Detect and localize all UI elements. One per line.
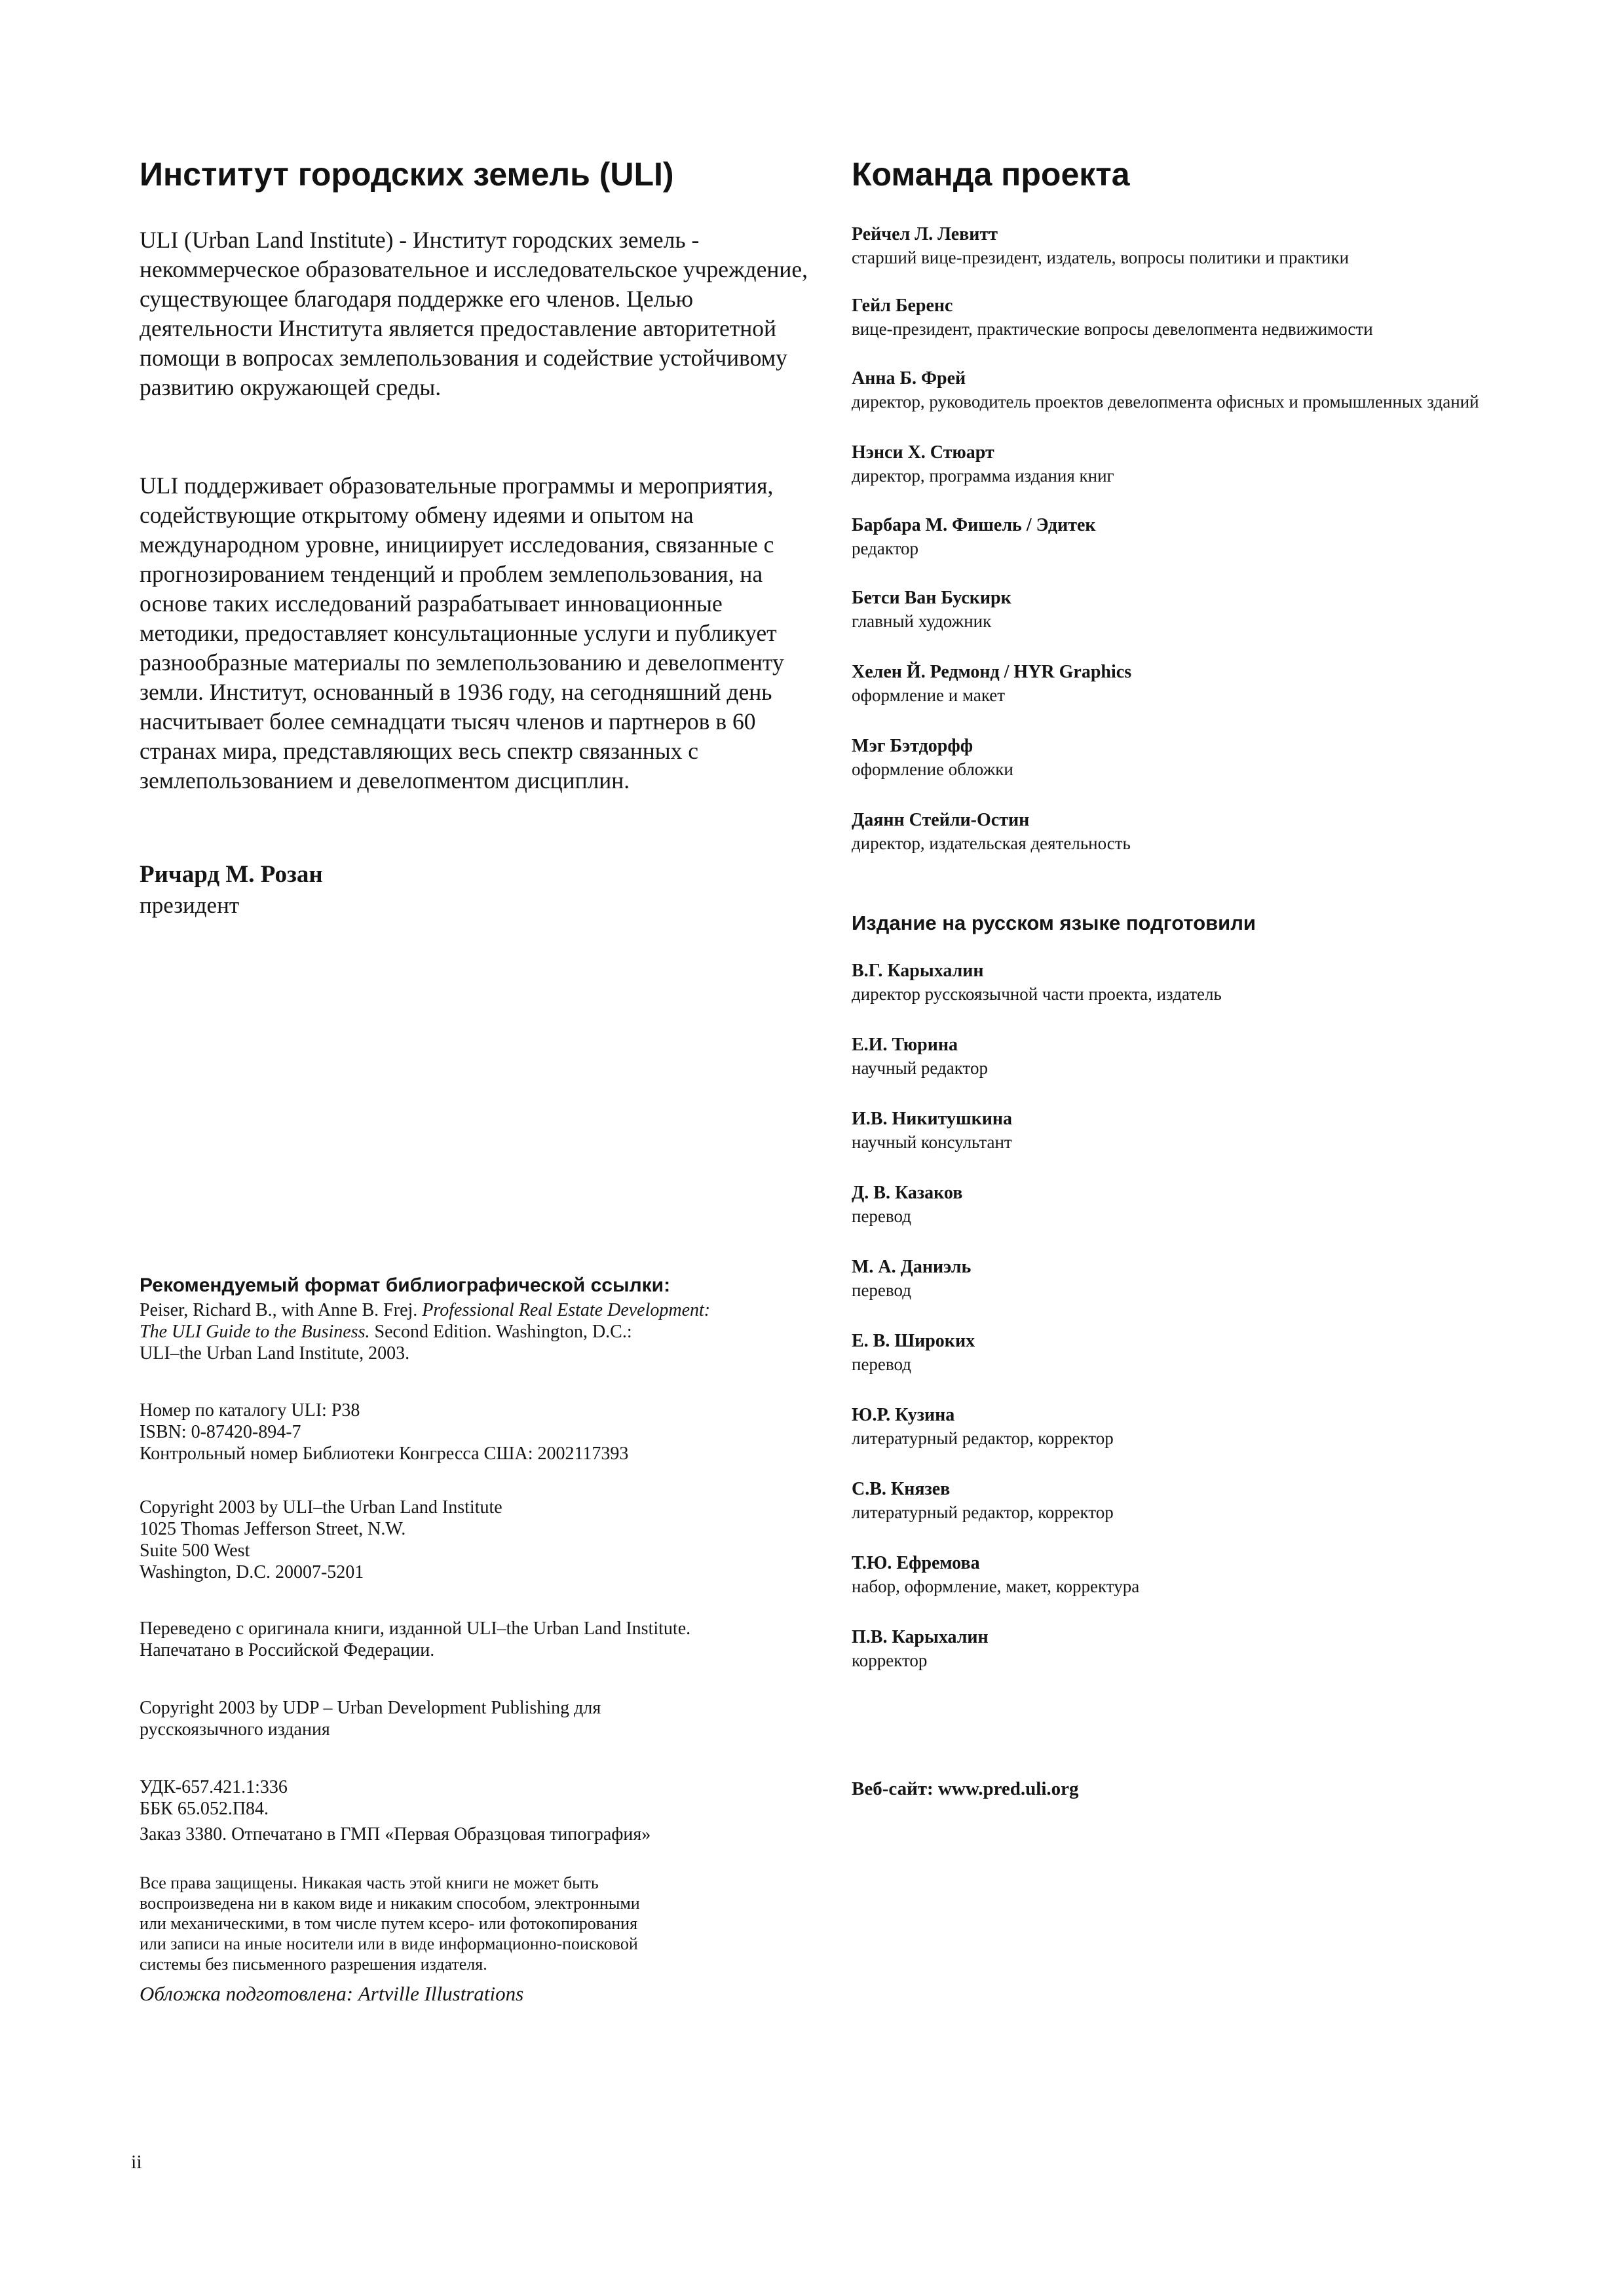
activities-paragraph: ULI поддерживает образовательные программы и мероприятия, содействующие открытому обмену идеями и опытом на международном уровне, инициирует исследования, связанные с прогнозированием тенденций и проблем землепользования, на основе таких исследований разрабатывает инновационные методики, предоставляет консультационные услуги и публикует разнообразные материалы по землепользованию и девелопменту земли. Институт, основанный в 1936 году, на сегодняшний день насчитывает более семнадцати тысяч членов и партнеров в 60 странах мира, представляющих весь спектр связанных с землепользованием и девелопментом дисциплин.: [140, 472, 784, 794]
team-member: [852, 294, 1507, 341]
team-member: [852, 367, 1507, 413]
bbk-code: ББК 65.052.П84.: [140, 1799, 269, 1819]
address-suite: Suite 500 West: [140, 1540, 250, 1561]
team-member-role: вице-президент, практические вопросы девелопмента недвижимости: [852, 319, 1373, 339]
russian-team-member: [852, 1107, 1507, 1154]
team-member-role: оформление обложки: [852, 759, 1013, 779]
team-member-name: Мэг Бэтдорфф: [852, 736, 973, 756]
website-label: Веб-сайт:: [852, 1778, 934, 1799]
signature-role: президент: [140, 892, 240, 918]
copyright-udp-line-2: русскоязычного издания: [140, 1719, 330, 1740]
citation-title-part1: Professional Real Estate Development:: [422, 1300, 711, 1320]
russian-member-role: директор русскоязычной части проекта, издатель: [852, 984, 1222, 1004]
russian-team-member: [852, 1255, 1507, 1302]
team-member-name: Анна Б. Фрей: [852, 368, 966, 389]
russian-team-member: [852, 1626, 1507, 1672]
intro-paragraph: ULI (Urban Land Institute) - Институт городских земель - некоммерческое образовательное и исследовательское учреждение, существующее благодаря поддержке его членов. Целью деятельности Института является предоставление авторитетной помощи в вопросах землепользования и содействие устойчивому развитию окружающей среды.: [140, 227, 808, 400]
website: [852, 1777, 1079, 1801]
citation-heading: Рекомендуемый формат библиографической ссылки:: [140, 1274, 671, 1296]
catalog-block: [140, 1400, 834, 1464]
russian-member-name: С.В. Князев: [852, 1479, 951, 1499]
team-member-name: Бетси Ван Бускирк: [852, 588, 1011, 608]
translated-line-2: Напечатано в Российской Федерации.: [140, 1640, 435, 1660]
rights-block: [140, 1873, 860, 1974]
russian-team-member: [852, 1478, 1507, 1524]
page-number: ii: [131, 2151, 142, 2173]
team-member-role: директор, руководитель проектов девелопмента офисных и промышленных зданий: [852, 392, 1479, 411]
russian-member-name: Е. В. Широких: [852, 1331, 975, 1351]
translated-line-1: Переведено с оригинала книги, изданной ULI–the Urban Land Institute.: [140, 1618, 691, 1639]
team-member-role: директор, издательская деятельность: [852, 833, 1131, 853]
translation-note: [140, 1618, 834, 1661]
isbn: ISBN: 0-87420-894-7: [140, 1422, 301, 1442]
website-link[interactable]: www.pred.uli.org: [937, 1778, 1079, 1799]
russian-member-name: Т.Ю. Ефремова: [852, 1553, 980, 1573]
rights-line-4: или записи на иные носители или в виде информационно-поисковой: [140, 1934, 638, 1953]
russian-member-name: И.В. Никитушкина: [852, 1109, 1013, 1129]
rights-line-2: воспроизведена ни в каком виде и никаким способом, электронными: [140, 1894, 640, 1913]
address-city: Washington, D.C. 20007-5201: [140, 1562, 364, 1582]
address-street: 1025 Thomas Jefferson Street, N.W.: [140, 1519, 406, 1539]
team-member-name: Рейчел Л. Левитт: [852, 224, 998, 244]
russian-member-role: литературный редактор, корректор: [852, 1502, 1114, 1522]
russian-member-role: научный консультант: [852, 1132, 1012, 1152]
copyright-udp-block: [140, 1697, 834, 1740]
rights-line-1: Все права защищены. Никакая часть этой книги не может быть: [140, 1873, 599, 1892]
russian-member-name: Ю.Р. Кузина: [852, 1405, 955, 1425]
team-member: [852, 223, 1507, 269]
russian-member-name: М. А. Даниэль: [852, 1257, 972, 1277]
print-order: Заказ 3380. Отпечатано в ГМП «Первая Образцовая типография»: [140, 1824, 651, 1845]
russian-team-member: [852, 1552, 1507, 1598]
team-member-role: редактор: [852, 539, 919, 558]
citation-authors: Peiser, Richard B., with Anne B. Frej.: [140, 1300, 423, 1320]
team-member-name: Барбара М. Фишель / Эдитек: [852, 515, 1096, 535]
team-member-role: старший вице-президент, издатель, вопросы политики и практики: [852, 248, 1350, 267]
rights-line-5: системы без письменного разрешения издателя.: [140, 1955, 487, 1974]
russian-member-name: П.В. Карыхалин: [852, 1627, 989, 1647]
team-title: Команда проекта: [852, 156, 1130, 193]
copyright-uli-block: [140, 1497, 834, 1583]
russian-edition-heading: Издание на русском языке подготовили: [852, 911, 1256, 934]
russian-member-role: перевод: [852, 1206, 911, 1226]
citation-title-part2: The ULI Guide to the Business.: [140, 1322, 370, 1342]
project-team-list: [852, 223, 1507, 855]
team-member-role: главный художник: [852, 611, 992, 631]
russian-member-role: перевод: [852, 1280, 911, 1300]
copyright-uli: Copyright 2003 by ULI–the Urban Land Institute: [140, 1497, 502, 1518]
citation-block: [140, 1299, 834, 1364]
loc-number: Контрольный номер Библиотеки Конгресса США: 2002117393: [140, 1444, 629, 1464]
team-member: [852, 586, 1507, 633]
institute-title: Институт городских земель (ULI): [140, 156, 674, 193]
citation-line-1: [140, 1299, 834, 1321]
russian-team-member: [852, 1330, 1507, 1376]
russian-member-role: научный редактор: [852, 1058, 988, 1078]
team-member: [852, 441, 1507, 488]
team-member: [852, 660, 1507, 707]
copyright-udp-line-1: Copyright 2003 by UDP – Urban Development Publishing для: [140, 1698, 601, 1718]
team-member: [852, 809, 1507, 855]
russian-member-name: Д. В. Казаков: [852, 1183, 963, 1203]
citation-edition: Second Edition. Washington, D.C.:: [369, 1322, 632, 1342]
classification-block: [140, 1776, 860, 1845]
team-member-role: директор, программа издания книг: [852, 466, 1114, 486]
team-member-name: Даянн Стейли-Остин: [852, 810, 1030, 830]
citation-line-2: [140, 1321, 834, 1343]
team-member: [852, 735, 1507, 781]
russian-member-name: В.Г. Карыхалин: [852, 961, 984, 981]
team-member-name: Хелен Й. Редмонд / HYR Graphics: [852, 662, 1132, 682]
russian-member-name: Е.И. Тюрина: [852, 1035, 958, 1055]
team-member: [852, 514, 1507, 560]
russian-member-role: перевод: [852, 1354, 911, 1374]
rights-line-3: или механическими, в том числе путем ксеро- или фотокопирования: [140, 1914, 638, 1933]
cover-credit: Обложка подготовлена: Artville Illustrations: [140, 1982, 524, 2005]
russian-team-member: [852, 1033, 1507, 1080]
russian-member-role: набор, оформление, макет, корректура: [852, 1577, 1140, 1596]
team-member-name: Нэнси Х. Стюарт: [852, 442, 994, 463]
citation-line-3: ULI–the Urban Land Institute, 2003.: [140, 1343, 410, 1364]
russian-team-member: [852, 1181, 1507, 1228]
team-member-name: Гейл Беренс: [852, 296, 953, 316]
russian-member-role: литературный редактор, корректор: [852, 1428, 1114, 1448]
russian-member-role: корректор: [852, 1651, 928, 1670]
signature-name: Ричард М. Розан: [140, 861, 323, 888]
russian-team-member: [852, 959, 1507, 1006]
udk-code: УДК-657.421.1:336: [140, 1777, 288, 1797]
team-member-role: оформление и макет: [852, 685, 1006, 705]
catalog-number: Номер по каталогу ULI: P38: [140, 1400, 360, 1421]
russian-team-member: [852, 1404, 1507, 1450]
russian-team-list: [852, 959, 1507, 1672]
